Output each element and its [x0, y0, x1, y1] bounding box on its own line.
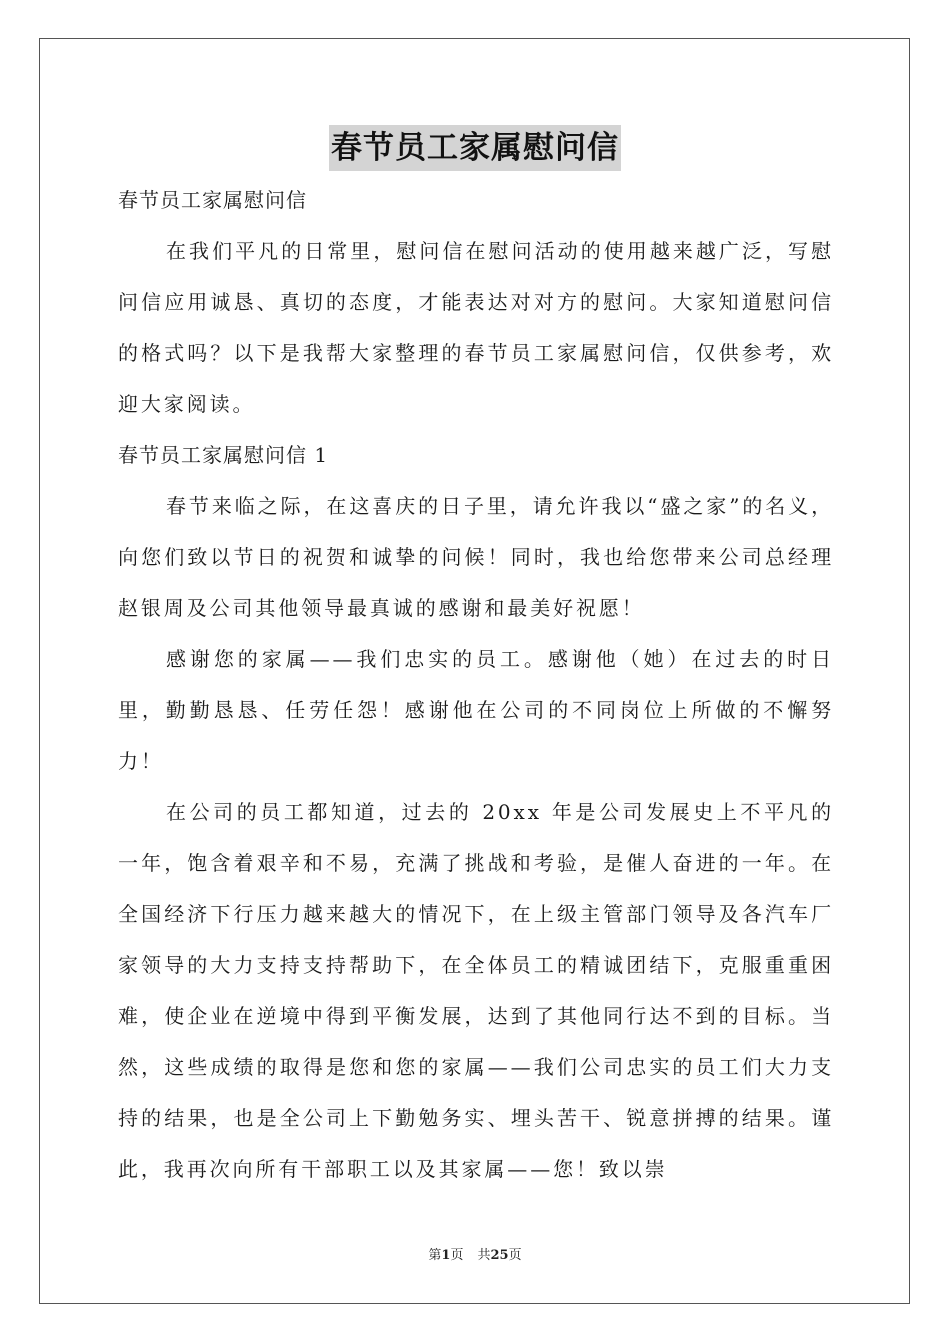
document-subtitle: 春节员工家属慰问信	[118, 188, 307, 212]
total-pages: 25	[490, 1248, 509, 1263]
document-body	[118, 175, 834, 1195]
page-number: 1	[441, 1248, 451, 1263]
intro-paragraph: 在我们平凡的日常里，慰问信在慰问活动的使用越来越广泛，写慰问信应用诚恳、真切的态度，才能表达对对方的慰问。大家知道慰问信的格式吗？以下是我帮大家整理的春节员工家属慰问信，仅供参考，欢迎大家阅读。	[118, 239, 834, 416]
body-paragraph: 春节来临之际，在这喜庆的日子里，请允许我以“盛之家”的名义，向您们致以节日的祝贺和诚挚的问候！同时，我也给您带来公司总经理赵银周及公司其他领导最真诚的感谢和最美好祝愿！	[118, 494, 834, 620]
title-area	[0, 125, 950, 171]
page-footer	[0, 1244, 950, 1263]
page-prefix: 第	[428, 1248, 442, 1263]
section-heading: 春节员工家属慰问信 1	[118, 443, 329, 467]
body-paragraph: 在公司的员工都知道，过去的 20xx 年是公司发展史上不平凡的一年，饱含着艰辛和不易，充满了挑战和考验，是催人奋进的一年。在全国经济下行压力越来越大的情况下，在上级主管部门领导及各汽车厂家领导的大力支持支持帮助下，在全体员工的精诚团结下，克服重重困难，使企业在逆境中得到平衡发展，达到了其他同行达不到的目标。当然，这些成绩的取得是您和您的家属——我们公司忠实的员工们大力支持的结果，也是全公司上下勤勉务实、埋头苦干、锐意拼搏的结果。谨此，我再次向所有干部职工以及其家属——您！致以崇	[118, 800, 834, 1181]
total-prefix: 共	[477, 1248, 491, 1263]
page-suffix: 页	[450, 1248, 464, 1263]
body-paragraph: 感谢您的家属——我们忠实的员工。感谢他（她）在过去的时日里，勤勤恳恳、任劳任怨！感谢他在公司的不同岗位上所做的不懈努力！	[118, 647, 834, 773]
total-suffix: 页	[508, 1248, 522, 1263]
document-title: 春节员工家属慰问信	[329, 125, 621, 171]
